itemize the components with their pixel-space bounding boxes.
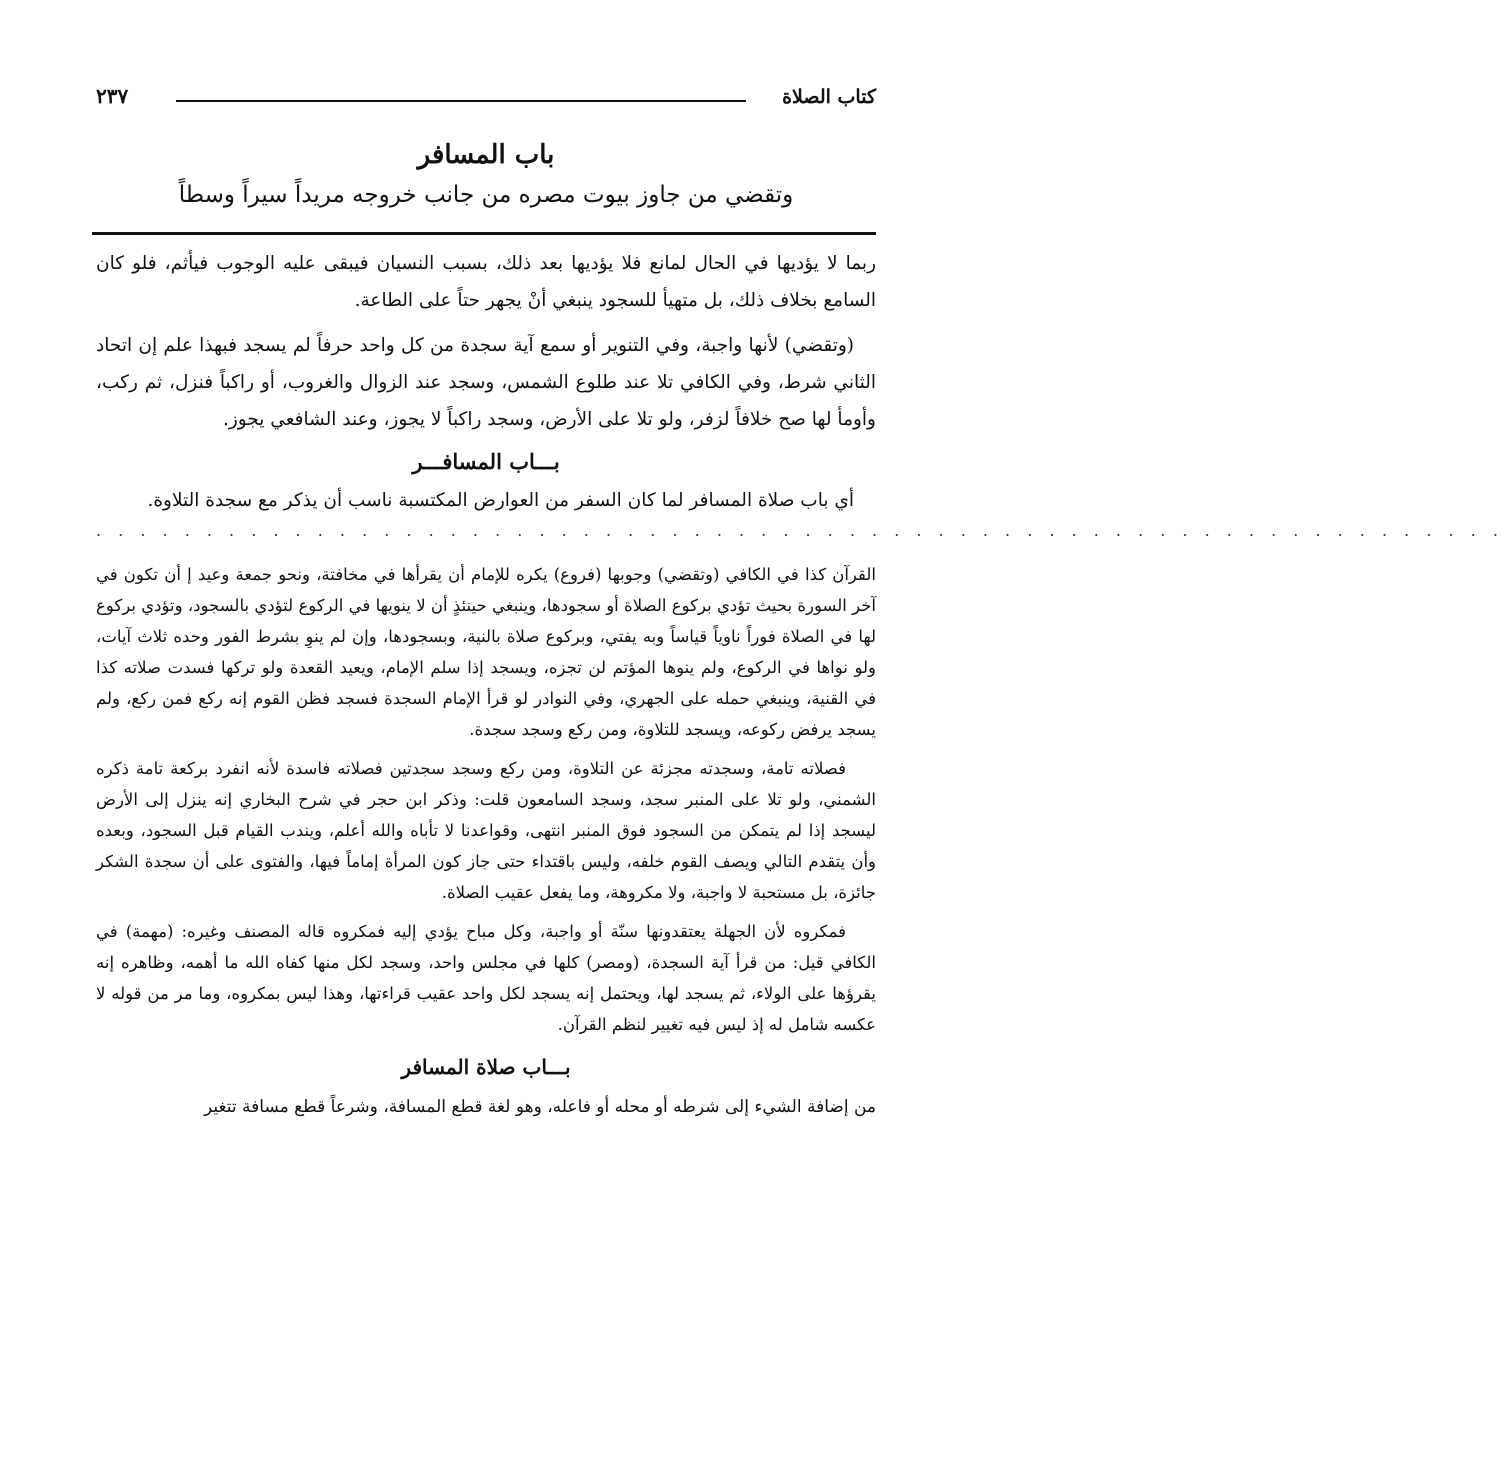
commentary-paragraph: من إضافة الشيء إلى شرطه أو محله أو فاعله، وهو لغة قطع المسافة، وشرعاً قطع مسافة تتغير — [204, 1097, 876, 1117]
matn-divider — [92, 232, 876, 235]
page-number: ٢٣٧ — [96, 84, 129, 108]
dotted-separator: . . . . . . . . . . . . . . . . . . . . . . . . . . . . . . . . . . . . . . . . . . . . . . . . . . . . . . . . . . . . . . . . — [96, 521, 1504, 540]
commentary-paragraph: القرآن كذا في الكافي (وتقضي) وجوبها (فروع) يكره للإمام أن يقرأها في مخافتة، ونحو جمعة وعيد إ أن تكون في آخر السورة بحيث تؤدي بركوع الصلاة أو سجودها، وينبغي حينئذٍ أن لا ينويها في الركوع لتؤدي بالسجود، وتؤدي بركوع لها في الصلاة فوراً ناوياً قياساً وبه يفتي، وبركوع صلاة بالنية، وبسجودها، وإن لم ينوِ بشرط الفور وحده ثلاث آيات، ولو نواها في الركوع، ولم ينوها المؤتم لن تجزه، ويسجد إذا سلم الإمام، ويعيد القعدة ولو تركها فسدت صلاته كذا في القنية، وينبغي حمله على الجهري، وفي النوادر لو قرأ الإمام السجدة فسجد فظن القوم إنه ركع فمن ركع، ولم يسجد يرفض ركوعه، ويسجد للتلاوة، ومن ركع وسجد سجدة. — [96, 565, 876, 739]
commentary-paragraph: ربما لا يؤديها في الحال لمانع فلا يؤديها بعد ذلك، بسبب النسيان فيبقى عليه الوجوب فيأثم، فلو كان السامع بخلاف ذلك، بل متهيأ للسجود ينبغي أنْ يجهر حتاً على الطاعة. — [96, 253, 876, 311]
chapter-title: باب المسافر — [417, 140, 555, 170]
commentary-bottom — [96, 559, 876, 1040]
commentary-top — [96, 245, 876, 519]
commentary-paragraph: فصلاته تامة، وسجدته مجزئة عن التلاوة، ومن ركع وسجد سجدتين فصلاته فاسدة لأنه انفرد بركعة تامة ذكره الشمني، ولو تلا على المنبر سجد، وسجد السامعون قلت: وذكر ابن حجر في شرح البخاري إنه ينزل إلى الأرض ليسجد إذا لم يتمكن من السجود فوق المنبر انتهى، وقواعدنا لا تأباه والله أعلم، ويندب القيام قبل السجود، وبعده وأن يتقدم التالي ويصف القوم خلفه، وليس باقتداء حتى جاز كون المرأة إماماً فيها، والفتوى على أن سجدة الشكر جائزة، بل مستحبة لا واجبة، ولا مكروهة، وما يفعل عقيب الصلاة. — [96, 759, 876, 902]
running-header — [96, 80, 876, 114]
commentary-paragraph: فمكروه لأن الجهلة يعتقدونها سنّة أو واجبة، وكل مباح يؤدي إليه فمكروه قاله المصنف وغيره: (مهمة) في الكافي قيل: من قرأ آية السجدة، (ومصر) كلها في مجلس واحد، وسجد لكل منها كفاه الله ما أهمه، وظاهره إنه يقرؤها على الولاء، ثم يسجد لها، ويحتمل إنه يسجد لكل واحد عقيب قراءتها، وهذا ليس بمكروه، وما مر من قوله لا عكسه شامل له إذ ليس فيه تغيير لنظم القرآن. — [96, 922, 876, 1034]
book-page — [96, 80, 1504, 1123]
header-rule — [176, 100, 746, 102]
commentary-paragraph: (وتقضي) لأنها واجبة، وفي التنوير أو سمع آية سجدة من كل واحد حرفاً لم يسجد فبهذا علم إن اتحاد الثاني شرط، وفي الكافي تلا عند طلوع الشمس، وسجد عند الزوال والغروب، أو راكباً فنزل، ثم ركب، وأومأ لها صح خلافاً لزفر، ولو تلا على الأرض، وسجد راكباً لا يجوز، وعند الشافعي يجوز. — [96, 335, 876, 430]
section-heading: بـــاب صلاة المسافر — [401, 1055, 571, 1079]
running-title: كتاب الصلاة — [782, 86, 876, 108]
matn-text: وتقضي من جاوز بيوت مصره من جانب خروجه مريداً سيراً وسطاً — [178, 182, 794, 208]
commentary-paragraph: أي باب صلاة المسافر لما كان السفر من العوارض المكتسبة ناسب أن يذكر مع سجدة التلاوة. — [147, 490, 854, 511]
section-heading: بـــاب المسافـــر — [412, 449, 560, 474]
